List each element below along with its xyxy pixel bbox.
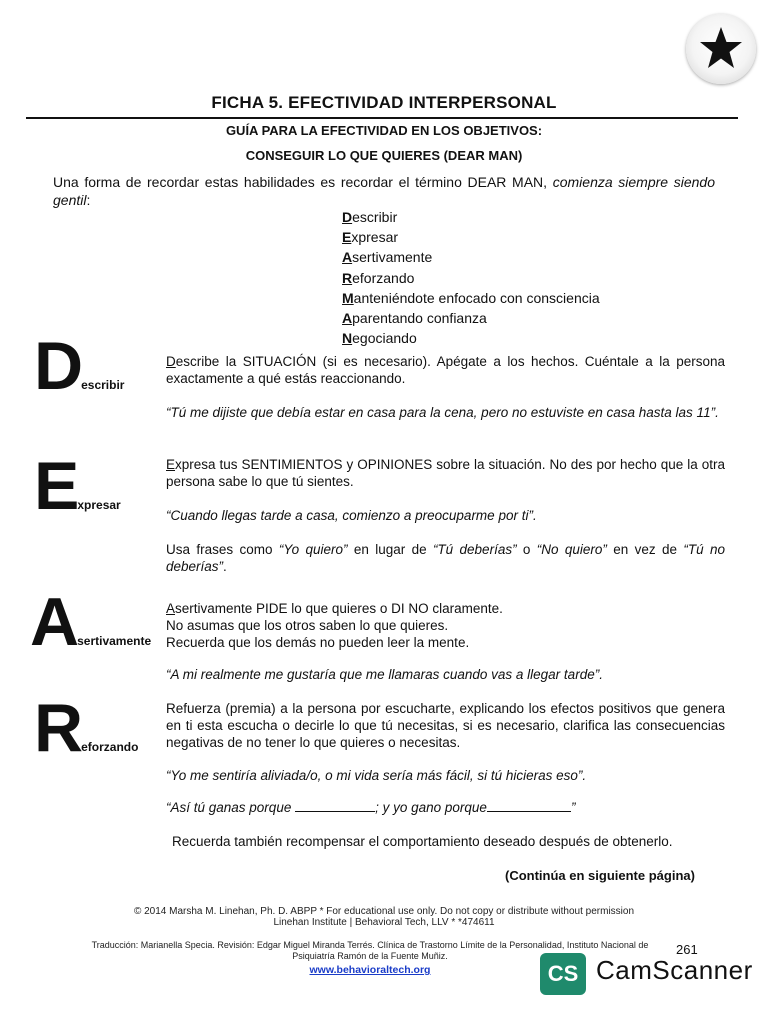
title-divider xyxy=(26,117,738,119)
mnemonic-word: sertivamente xyxy=(352,249,433,266)
mnemonic-letter: A xyxy=(342,249,353,266)
mnemonic-list xyxy=(342,207,600,348)
intro-text: Una forma de recordar estas habilidades es recordar el término DEAR MAN, xyxy=(53,174,553,190)
copyright-line: Linehan Institute | Behavioral Tech, LLV * *474611 xyxy=(273,917,495,928)
paragraph-text: xpresa tus SENTIMIENTOS y OPINIONES sobre la situación. No des por hecho que la otra persona sabe lo que tú sientes. xyxy=(166,457,725,489)
big-letter-a: A xyxy=(30,584,78,660)
describir-paragraph xyxy=(166,353,725,387)
paragraph-line: Recuerda que los demás no pueden leer la mente. xyxy=(166,635,470,650)
phrase-text: en lugar de xyxy=(347,542,433,557)
phrase-italic: “Tú deberías” xyxy=(432,542,517,557)
mnemonic-letter: N xyxy=(342,330,353,347)
reforzando-quote: “Yo me sentiría aliviada/o, o mi vida sería más fácil, si tú hicieras eso”. xyxy=(166,768,587,783)
phrase-text: . xyxy=(223,559,227,574)
star-icon xyxy=(698,25,744,71)
expresar-heading xyxy=(34,448,121,524)
reforzando-paragraph: Refuerza (premia) a la persona por escucharte, explicando los efectos positivos que genera en ti esta escucha o decirle lo que tú necesitas, si es necesario, clarifica las consecuencias negativas de no tener lo que quieres o necesitas. xyxy=(166,701,725,750)
underlined-letter: E xyxy=(166,457,176,472)
mnemonic-word: eforzando xyxy=(352,269,415,286)
mnemonic-word: xpresar xyxy=(351,229,399,246)
mnemonic-word: escribir xyxy=(352,209,398,225)
blank-line[interactable] xyxy=(295,799,375,812)
mnemonic-item xyxy=(342,268,600,288)
translation-line: Traducción: Marianella Specia. Revisión: Edgar Miguel Miranda Terrés. Clínica de Trastorno Límite de la Personalidad, Instituto Nacional de xyxy=(91,940,649,950)
mnemonic-letter: D xyxy=(342,209,353,225)
phrase-italic: “Yo quiero” xyxy=(278,542,348,557)
translation-line: Psiquiatría Ramón de la Fuente Muñiz. xyxy=(292,950,448,961)
phrase-text: en vez de xyxy=(606,542,684,557)
mnemonic-item xyxy=(342,247,600,267)
mnemonic-letter: R xyxy=(342,269,353,286)
asertivamente-quote: “A mi realmente me gustaría que me llamaras cuando vas a llegar tarde”. xyxy=(166,667,603,682)
phrase-text: Usa frases como xyxy=(166,542,279,557)
mnemonic-word: anteniéndote enfocado con consciencia xyxy=(353,289,600,306)
translation-credits xyxy=(60,940,680,961)
mnemonic-word: parentando confianza xyxy=(352,309,487,326)
expresar-phrases xyxy=(166,541,725,575)
quote-text: “Así tú ganas porque xyxy=(166,800,296,815)
camscanner-logo: CS xyxy=(540,953,586,995)
describir-quote: “Tú me dijiste que debía estar en casa para la cena, pero no estuviste en casa hasta las 11”. xyxy=(166,405,719,420)
paragraph-text: escribe la SITUACIÓN (si es necesario). Apégate a los hechos. Cuéntale a la persona exactamente a qué estás reaccionando. xyxy=(166,354,725,386)
intro-italic: comienza siempre siendo gentil xyxy=(53,174,715,208)
paragraph-line: No asumas que los otros saben lo que quieres. xyxy=(166,618,449,633)
big-letter-caption: eforzando xyxy=(81,740,139,754)
mnemonic-letter: E xyxy=(342,229,352,246)
star-badge xyxy=(686,14,756,84)
copyright-notice xyxy=(60,906,708,928)
phrase-italic: “No quiero” xyxy=(536,542,607,557)
website-link[interactable]: www.behavioraltech.org xyxy=(309,964,431,976)
expresar-paragraph xyxy=(166,456,725,490)
mnemonic-item xyxy=(342,288,600,308)
expresar-quote: “Cuando llegas tarde a casa, comienzo a preocuparme por ti”. xyxy=(166,508,537,523)
phrase-italic: “Tú no deberías” xyxy=(166,542,725,574)
mnemonic-item xyxy=(342,227,600,247)
big-letter-d: D xyxy=(34,328,82,404)
asertivamente-paragraph xyxy=(166,600,725,651)
mnemonic-word: egociando xyxy=(352,330,417,347)
mnemonic-item xyxy=(342,207,600,227)
big-letter-r: R xyxy=(34,690,82,766)
camscanner-brand: CamScanner xyxy=(596,955,753,985)
reforzando-fill-in-quote xyxy=(166,799,725,816)
mnemonic-letter: M xyxy=(342,289,354,306)
section-subtitle: CONSEGUIR LO QUE QUIERES (DEAR MAN) xyxy=(245,148,523,163)
quote-text: ; y yo gano porque xyxy=(375,800,487,815)
big-letter-e: E xyxy=(34,448,78,524)
mnemonic-item xyxy=(342,328,600,348)
paragraph-line xyxy=(166,600,725,617)
paragraph-text: sertivamente PIDE lo que quieres o DI NO claramente. xyxy=(175,601,503,616)
underlined-letter: D xyxy=(166,354,176,369)
phrase-text: o xyxy=(516,542,537,557)
quote-text: ” xyxy=(570,800,576,815)
mnemonic-item xyxy=(342,308,600,328)
intro-end: : xyxy=(86,192,91,208)
big-letter-caption: xpresar xyxy=(77,498,121,512)
big-letter-caption: escribir xyxy=(81,378,125,392)
describir-heading xyxy=(34,328,125,404)
reminder-text: Recuerda también recompensar el comportamiento deseado después de obtenerlo. xyxy=(172,834,673,849)
copyright-line: © 2014 Marsha M. Linehan, Ph. D. ABPP * For educational use only. Do not copy or distribute without permission xyxy=(133,906,635,917)
big-letter-caption: sertivamente xyxy=(77,634,152,648)
asertivamente-heading xyxy=(30,584,152,660)
intro-paragraph xyxy=(53,173,715,209)
mnemonic-letter: A xyxy=(342,309,353,326)
section-title: GUÍA PARA LA EFECTIVIDAD EN LOS OBJETIVOS: xyxy=(225,123,543,138)
blank-line[interactable] xyxy=(487,799,571,812)
page-number: 261 xyxy=(676,942,698,957)
continue-note: (Continúa en siguiente página) xyxy=(505,868,695,883)
reforzando-heading xyxy=(34,690,139,766)
underlined-letter: A xyxy=(166,601,176,616)
page-title: FICHA 5. EFECTIVIDAD INTERPERSONAL xyxy=(211,93,557,112)
